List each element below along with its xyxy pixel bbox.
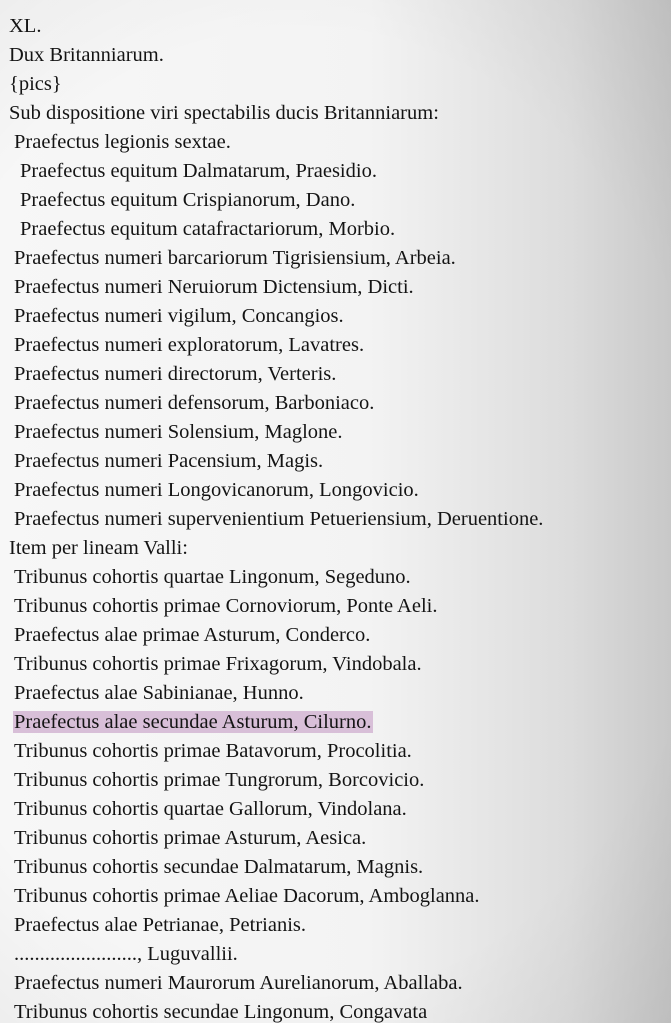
text-line-content: Praefectus numeri defensorum, Barboniaco. [14, 392, 375, 414]
text-line-content: Tribunus cohortis primae Cornoviorum, Ponte Aeli. [14, 595, 438, 617]
text-line [8, 418, 668, 447]
text-line [8, 737, 668, 766]
highlighted-text-line [8, 708, 668, 737]
text-line-content: Praefectus legionis sextae. [14, 131, 231, 153]
text-line-content: XL. [9, 15, 42, 37]
text-line [8, 476, 668, 505]
text-line-content: Praefectus numeri Longovicanorum, Longovicio. [14, 479, 419, 501]
text-line [8, 795, 668, 824]
text-line [8, 128, 668, 157]
text-line-content: Dux Britanniarum. [9, 44, 164, 66]
document-text [8, 12, 668, 1023]
text-line [8, 360, 668, 389]
text-line [8, 766, 668, 795]
text-line [8, 302, 668, 331]
text-line [8, 157, 668, 186]
text-line [8, 969, 668, 998]
text-line [8, 99, 668, 128]
text-line-content: Tribunus cohortis secundae Lingonum, Congavata [14, 1001, 428, 1023]
text-line [8, 882, 668, 911]
text-line [8, 592, 668, 621]
text-line-content: Item per lineam Valli: [9, 537, 188, 559]
text-line-content: Praefectus equitum Dalmatarum, Praesidio. [20, 160, 377, 182]
text-line [8, 505, 668, 534]
text-line-content: Praefectus equitum catafractariorum, Morbio. [20, 218, 396, 240]
text-line-content: Praefectus numeri Neruiorum Dictensium, Dicti. [14, 276, 414, 298]
text-line-content: Praefectus numeri vigilum, Concangios. [14, 305, 344, 327]
text-line [8, 650, 668, 679]
text-line [8, 273, 668, 302]
text-line [8, 534, 668, 563]
text-line-content: Praefectus alae secundae Asturum, Cilurno. [14, 711, 372, 733]
text-line-content: Praefectus alae Sabinianae, Hunno. [14, 682, 304, 704]
text-line [8, 41, 668, 70]
text-line-content: Tribunus cohortis quartae Gallorum, Vindolana. [14, 798, 407, 820]
text-line [8, 447, 668, 476]
text-line [8, 679, 668, 708]
text-line-content: ........................, Luguvallii. [14, 943, 238, 965]
text-line-content: Tribunus cohortis primae Batavorum, Procolitia. [14, 740, 412, 762]
text-line [8, 563, 668, 592]
text-line-content: Tribunus cohortis primae Asturum, Aesica. [14, 827, 367, 849]
text-line [8, 853, 668, 882]
text-line [8, 621, 668, 650]
text-line [8, 70, 668, 99]
text-line-content: Praefectus numeri Pacensium, Magis. [14, 450, 324, 472]
text-line-content: {pics} [9, 73, 62, 95]
text-line [8, 998, 668, 1023]
text-line-content: Praefectus numeri supervenientium Petueriensium, Deruentione. [14, 508, 544, 530]
text-line [8, 244, 668, 273]
text-line-content: Sub dispositione viri spectabilis ducis Britanniarum: [9, 102, 439, 124]
text-line-content: Tribunus cohortis quartae Lingonum, Segeduno. [14, 566, 411, 588]
text-line-content: Tribunus cohortis primae Tungrorum, Borcovicio. [14, 769, 425, 791]
text-line [8, 940, 668, 969]
text-line [8, 331, 668, 360]
text-line-content: Praefectus numeri Solensium, Maglone. [14, 421, 343, 443]
text-line-content: Tribunus cohortis primae Aeliae Dacorum, Amboglanna. [14, 885, 480, 907]
text-line [8, 824, 668, 853]
text-line [8, 12, 668, 41]
text-line-content: Tribunus cohortis secundae Dalmatarum, Magnis. [14, 856, 424, 878]
text-line-content: Praefectus numeri directorum, Verteris. [14, 363, 337, 385]
text-line [8, 215, 668, 244]
text-line-content: Praefectus alae primae Asturum, Conderco. [14, 624, 371, 646]
text-line [8, 389, 668, 418]
text-line-content: Praefectus numeri Maurorum Aurelianorum, Aballaba. [14, 972, 463, 994]
text-line-content: Praefectus alae Petrianae, Petrianis. [14, 914, 306, 936]
text-line-content: Praefectus numeri exploratorum, Lavatres. [14, 334, 365, 356]
text-line [8, 911, 668, 940]
text-line-content: Praefectus numeri barcariorum Tigrisiensium, Arbeia. [14, 247, 456, 269]
text-line [8, 186, 668, 215]
text-line-content: Praefectus equitum Crispianorum, Dano. [20, 189, 356, 211]
text-line-content: Tribunus cohortis primae Frixagorum, Vindobala. [14, 653, 422, 675]
